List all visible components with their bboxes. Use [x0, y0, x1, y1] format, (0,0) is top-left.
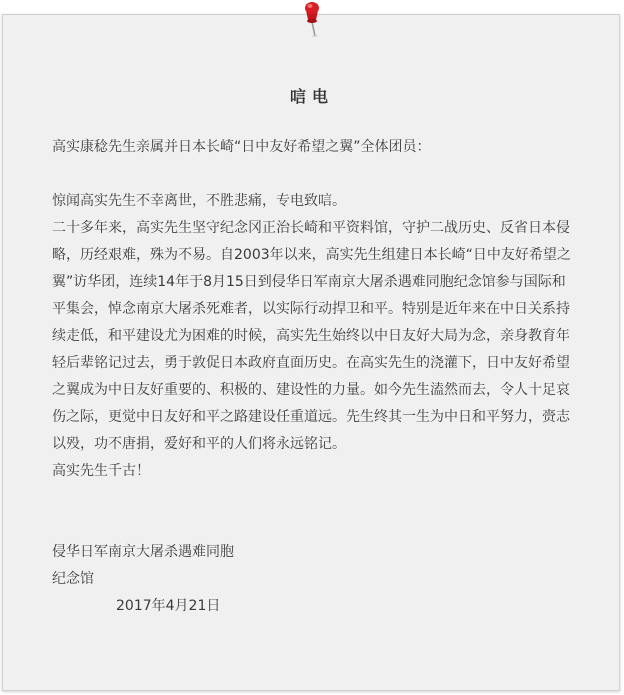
body-paragraph: 高实先生千古！ [52, 463, 150, 479]
signature-line: 纪念馆 [52, 571, 94, 587]
letter-date: 2017年4月21日 [116, 598, 221, 614]
letter-body [52, 188, 574, 485]
salutation: 高实康稔先生亲属并日本长崎“日中友好希望之翼”全体团员： [52, 139, 431, 155]
signature [52, 539, 352, 593]
body-paragraph: 惊闻高实先生不幸离世，不胜悲痛，专电致唁。 [52, 193, 346, 209]
pushpin-icon [298, 0, 330, 40]
signature-line: 侵华日军南京大屠杀遇难同胞 [52, 544, 234, 560]
page-title: 唁电 [289, 87, 334, 106]
body-paragraph: 二十多年来，高实先生坚守纪念冈正治长崎和平资料馆，守护二战历史、反省日本侵略，历经艰难，殊为不易。自2003年以来，高实先生组建日本长崎“日中友好希望之翼”访华团，连续14年于8月15日到侵华日军南京大屠杀遇难同胞纪念馆参与国际和平集会，悼念南京大屠杀死难者，以实际行动捍卫和平。特别是近年来在中日关系持续走低，和平建设尤为困难的时候，高实先生始终以中日友好大局为念，亲身教育年轻后辈铭记过去，勇于敦促日本政府直面历史。在高实先生的浇灌下，日中友好希望之翼成为中日友好重要的、积极的、建设性的力量。如今先生溘然而去，令人十足哀伤之际，更觉中日友好和平之路建设任重道远。先生终其一生为中日和平努力，赍志以殁，功不唐捐，爱好和平的人们将永远铭记。 [52, 220, 571, 452]
